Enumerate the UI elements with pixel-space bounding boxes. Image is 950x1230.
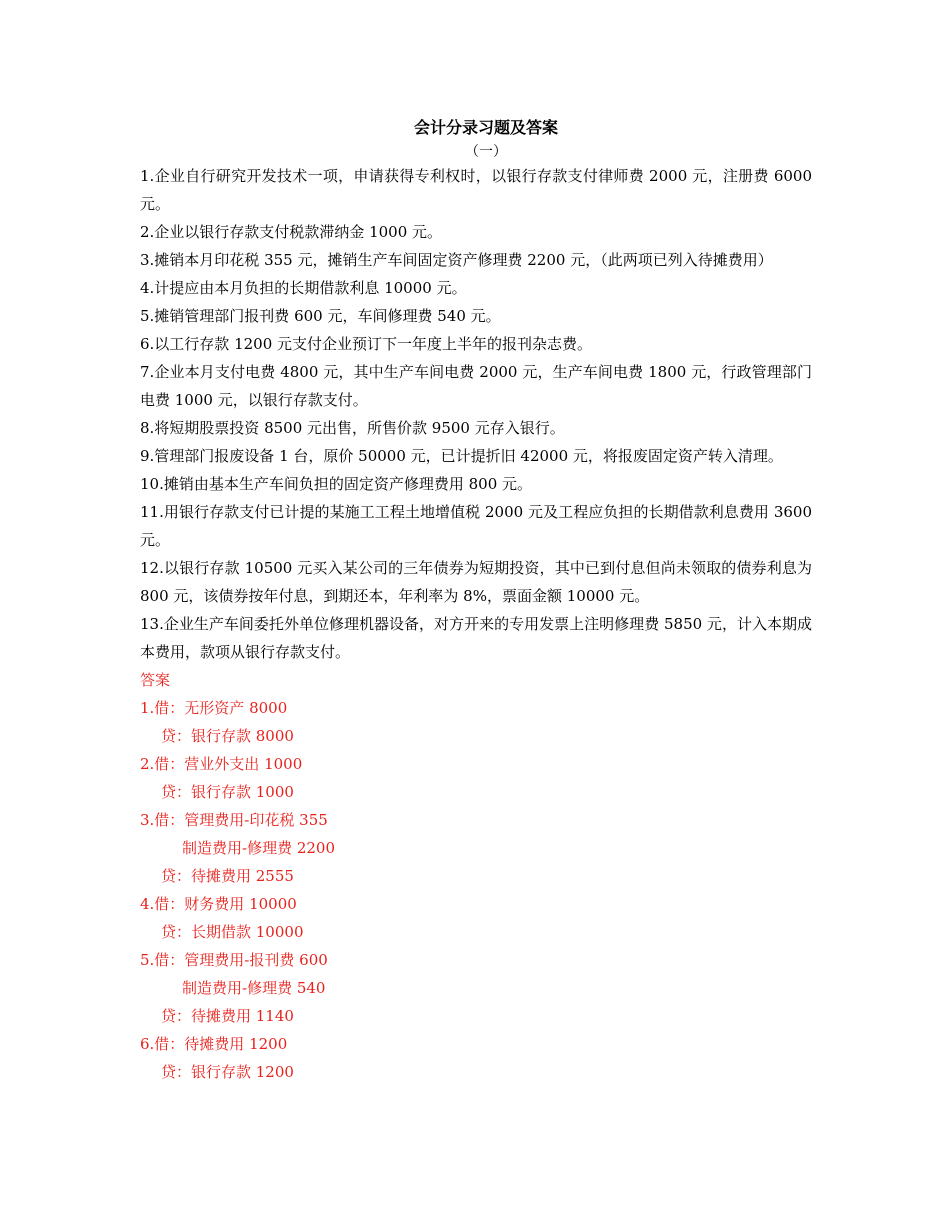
question-12: 12.以银行存款 10500 元买入某公司的三年债券为短期投资，其中已到付息但尚未领取的债券利息为 800 元，该债券按年付息，到期还本，年利率为 8%，票面金额 10000 元。: [140, 559, 812, 605]
question-8: 8.将短期股票投资 8500 元出售，所售价款 9500 元存入银行。: [140, 419, 565, 437]
answer-4-credit: 贷：长期借款 10000: [161, 923, 304, 941]
answer-section: [140, 666, 812, 1086]
document-subtitle: （一）: [465, 144, 507, 160]
question-4: 4.计提应由本月负担的长期借款利息 10000 元。: [140, 279, 467, 297]
answer-1-credit: 贷：银行存款 8000: [161, 727, 294, 745]
question-10: 10.摊销由基本生产车间负担的固定资产修理费用 800 元。: [140, 475, 533, 493]
question-11: 11.用银行存款支付已计提的某施工工程土地增值税 2000 元及工程应负担的长期借款利息费用 3600 元。: [140, 503, 812, 549]
answer-2-debit: 2.借：营业外支出 1000: [140, 755, 303, 773]
answer-2-credit: 贷：银行存款 1000: [161, 783, 294, 801]
answer-5-credit: 贷：待摊费用 1140: [161, 1007, 294, 1025]
answer-3-credit: 贷：待摊费用 2555: [161, 867, 294, 885]
question-3: 3.摊销本月印花税 355 元，摊销生产车间固定资产修理费 2200 元，（此两项已列入待摊费用）: [140, 251, 773, 269]
question-13: 13.企业生产车间委托外单位修理机器设备，对方开来的专用发票上注明修理费 5850 元，计入本期成本费用，款项从银行存款支付。: [140, 615, 812, 661]
answer-3-debit: 3.借：管理费用-印花税 355: [140, 811, 328, 829]
document-page: [140, 110, 812, 1086]
question-2: 2.企业以银行存款支付税款滞纳金 1000 元。: [140, 223, 443, 241]
answer-4-debit: 4.借：财务费用 10000: [140, 895, 297, 913]
answer-5-debit-2: 制造费用-修理费 540: [182, 979, 326, 997]
answer-1-debit: 1.借：无形资产 8000: [140, 699, 288, 717]
document-title: 会计分录习题及答案: [413, 118, 558, 137]
question-list: [140, 162, 812, 666]
question-6: 6.以工行存款 1200 元支付企业预订下一年度上半年的报刊杂志费。: [140, 335, 593, 353]
question-9: 9.管理部门报废设备 1 台，原价 50000 元，已计提折旧 42000 元，将报废固定资产转入清理。: [140, 447, 783, 465]
answers-heading: 答案: [140, 671, 171, 689]
answer-5-debit: 5.借：管理费用-报刊费 600: [140, 951, 328, 969]
answer-6-debit: 6.借：待摊费用 1200: [140, 1035, 288, 1053]
question-5: 5.摊销管理部门报刊费 600 元，车间修理费 540 元。: [140, 307, 501, 325]
answer-6-credit: 贷：银行存款 1200: [161, 1063, 294, 1081]
question-7: 7.企业本月支付电费 4800 元，其中生产车间电费 2000 元，生产车间电费 1800 元，行政管理部门电费 1000 元，以银行存款支付。: [140, 363, 812, 409]
answer-3-debit-2: 制造费用-修理费 2200: [182, 839, 336, 857]
question-1: 1.企业自行研究开发技术一项，申请获得专利权时，以银行存款支付律师费 2000 元，注册费 6000 元。: [140, 167, 812, 213]
